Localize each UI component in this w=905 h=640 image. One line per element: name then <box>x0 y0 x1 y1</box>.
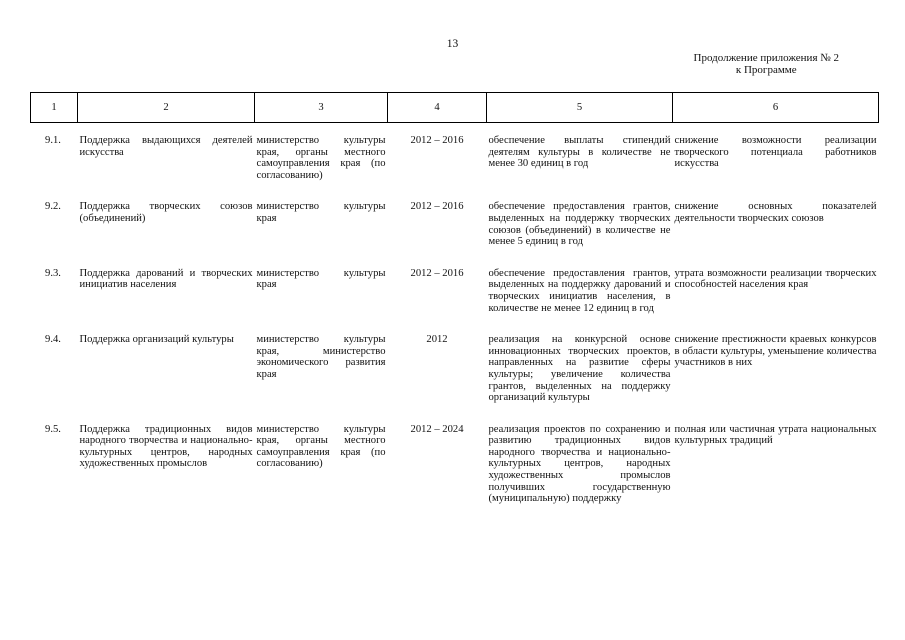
row-number: 9.3. <box>45 267 61 279</box>
executor-cell: министерство культуры края <box>256 267 386 291</box>
table-row <box>31 334 879 404</box>
annex-note-line1: Продолжение приложения № 2 <box>693 52 839 64</box>
executor-cell: министерство культуры края <box>256 201 386 224</box>
period-cell: 2012 – 2016 <box>410 201 464 213</box>
executor-cell: министерство культуры края, министерство экономического развития края <box>256 334 386 380</box>
table-row <box>31 424 879 505</box>
annex-note-line2: к Программе <box>735 64 797 76</box>
row-number: 9.2. <box>45 201 61 213</box>
row-number: 9.5. <box>45 423 61 435</box>
table-row <box>31 201 879 247</box>
consequence-cell: утрата возможности реализации творческих способностей населения края <box>674 267 877 291</box>
page-number: 13 <box>446 38 459 50</box>
table-row <box>31 268 879 314</box>
header-col-6: 6 <box>673 93 879 123</box>
period-cell: 2012 – 2016 <box>410 135 464 146</box>
period-cell: 2012 – 2024 <box>410 423 464 435</box>
header-col-1: 1 <box>31 93 78 123</box>
consequence-cell: полная или частичная утрата национальных культурных традиций <box>674 423 877 447</box>
result-cell: обеспечение предоставления грантов, выделенных на поддержку дарований и творческих инициатив населения, в количестве не менее 12 единиц в год <box>488 267 671 314</box>
row-number: 9.1. <box>45 135 61 146</box>
executor-cell: министерство культуры края, органы местного самоуправления края (по согласованию) <box>256 423 386 470</box>
consequence-cell: снижение основных показателей деятельности творческих союзов <box>674 201 877 224</box>
header-col-4: 4 <box>388 93 487 123</box>
annex-note <box>694 52 839 76</box>
consequence-cell: снижение престижности краевых конкурсов в области культуры, уменьшение количества участников в них <box>674 334 877 369</box>
executor-cell: министерство культуры края, органы местного самоуправления края (по согласованию) <box>256 135 386 181</box>
result-cell: обеспечение предоставления грантов, выделенных на поддержку творческих союзов (объединений) в количестве не менее 5 единиц в год <box>488 201 671 248</box>
table-header <box>31 93 879 123</box>
header-col-5: 5 <box>487 93 673 123</box>
measure-cell: Поддержка творческих союзов (объединений) <box>79 201 253 224</box>
result-cell: реализация проектов по сохранению и развитию традиционных видов народного творчества и национально-культурных центров, народных художественных промыслов получивших государственную (муниципальную) поддержку <box>488 423 671 505</box>
period-cell: 2012 – 2016 <box>410 267 464 279</box>
result-cell: реализация на конкурсной основе инновационных творческих проектов, направленных на развитие сферы культуры; увеличение количества грантов, выделенных на поддержку организаций культуры <box>488 334 671 404</box>
result-cell: обеспечение выплаты стипендий деятелям культуры в количестве не менее 30 единиц в год <box>488 135 671 170</box>
period-cell: 2012 <box>426 334 448 346</box>
table-row <box>31 123 879 182</box>
consequence-cell: снижение возможности реализации творческого потенциала работников искусства <box>674 135 877 170</box>
measure-cell: Поддержка организаций культуры <box>79 334 234 346</box>
program-measures-table <box>30 92 879 505</box>
measure-cell: Поддержка дарований и творческих инициатив населения <box>79 267 253 291</box>
measure-cell: Поддержка выдающихся деятелей искусства <box>79 135 253 158</box>
measure-cell: Поддержка традиционных видов народного творчества и национально-культурных центров, народных художественных промыслов <box>79 423 253 470</box>
row-number: 9.4. <box>45 334 61 346</box>
header-col-3: 3 <box>255 93 388 123</box>
header-col-2: 2 <box>78 93 255 123</box>
